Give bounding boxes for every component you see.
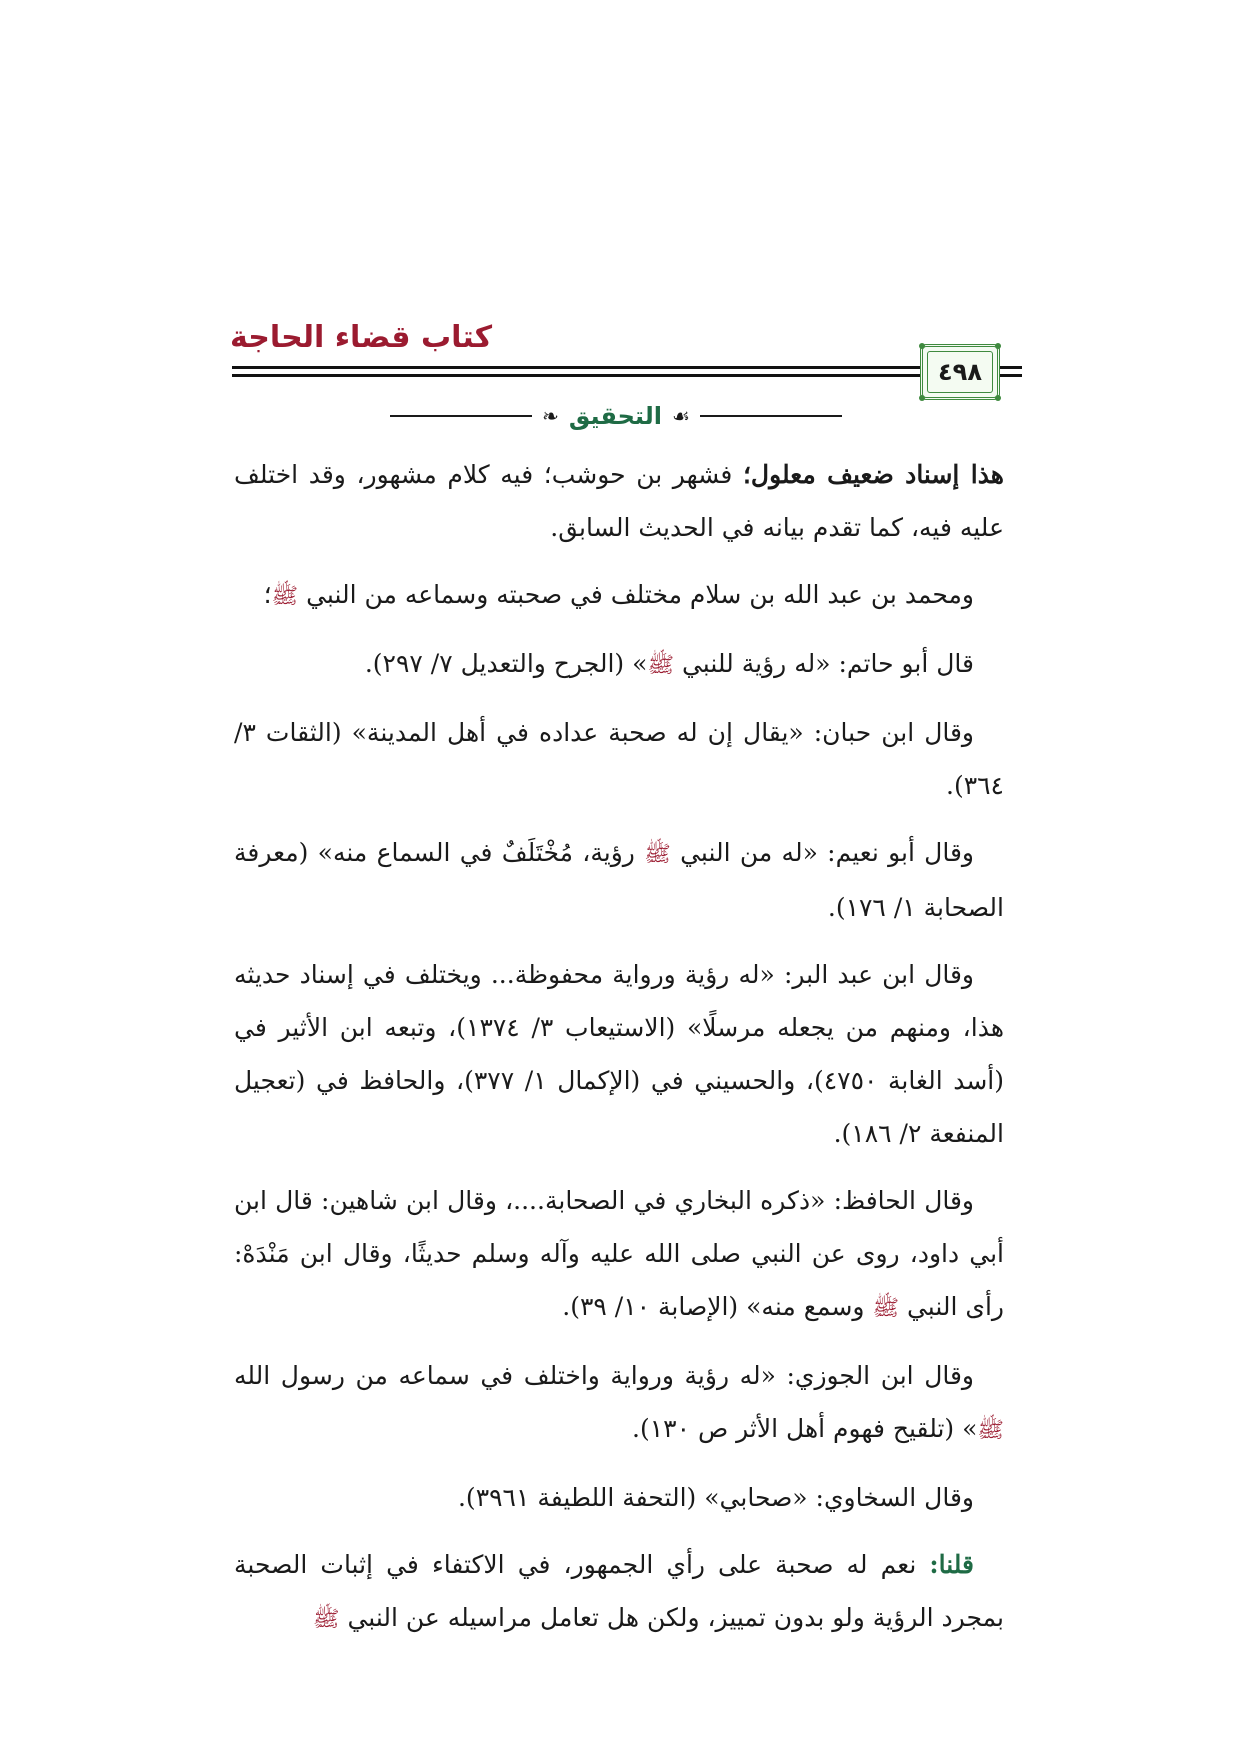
section-title: التحقيق xyxy=(568,402,662,430)
salutation-icon: ﷺ xyxy=(647,653,675,678)
paragraph xyxy=(234,826,1004,934)
page-number: ٤٩٨ xyxy=(938,358,982,386)
paragraph-text: رؤية، مُخْتَلَفٌ في السماع منه» (معرفة الصحابة ١/ ١٧٦). xyxy=(234,838,1004,922)
paragraph-text: » (تلقيح فهوم أهل الأثر ص ١٣٠). xyxy=(632,1414,978,1443)
paragraph-text: وقال ابن الجوزي: «له رؤية ورواية واختلف في سماعه من رسول الله xyxy=(234,1361,974,1390)
paragraph xyxy=(234,1174,1004,1335)
paragraph-text: وقال الحافظ: «ذكره البخاري في الصحابة....، وقال ابن شاهين: قال ابن أبي داود، روى عن النبي صلى الله عليه وآله وسلم حديثًا، وقال ابن مَنْدَهْ: رأى النبي xyxy=(234,1186,1004,1321)
salutation-icon: ﷺ xyxy=(312,1607,340,1632)
paragraph xyxy=(234,568,1004,623)
header-rule-top xyxy=(232,366,974,369)
paragraph-text: وقال أبو نعيم: «له من النبي xyxy=(680,838,974,867)
section-heading xyxy=(390,396,842,436)
page-number-frame xyxy=(920,344,1000,400)
paragraph-text: نعم له صحبة على رأي الجمهور، في الاكتفاء في إثبات الصحبة بمجرد الرؤية ولو بدون تمييز، ولكن هل تعامل مراسيله عن النبي xyxy=(234,1550,1004,1632)
paragraph xyxy=(234,706,1004,812)
ornament-right-icon: ☙ xyxy=(671,404,690,428)
paragraph-text: قال أبو حاتم: «له رؤية للنبي xyxy=(681,649,974,678)
paragraph-text: » (الجرح والتعديل ٧/ ٢٩٧). xyxy=(364,649,648,678)
book-title: كتاب قضاء الحاجة xyxy=(230,320,493,355)
salutation-icon: ﷺ xyxy=(644,842,671,867)
ornament-left-icon: ❧ xyxy=(542,404,559,428)
paragraph-text: وقال السخاوي: «صحابي» (التحفة اللطيفة ٣٩٦١). xyxy=(457,1483,974,1512)
header-rule-bottom xyxy=(232,374,974,377)
paragraph-lead: قلنا: xyxy=(929,1550,974,1579)
paragraph xyxy=(234,1471,1004,1524)
body-text xyxy=(234,448,1004,1660)
paragraph-lead: هذا إسناد ضعيف معلول؛ xyxy=(742,460,1004,489)
paragraph xyxy=(234,1349,1004,1457)
header-rule-right-top xyxy=(1000,366,1022,369)
section-line-left xyxy=(390,415,532,417)
paragraph xyxy=(234,948,1004,1160)
salutation-icon: ﷺ xyxy=(872,1296,900,1321)
paragraph-text: فشهر بن حوشب؛ فيه كلام مشهور، وقد اختلف عليه فيه، كما تقدم بيانه في الحديث السابق. xyxy=(234,460,1004,542)
paragraph-text: ومحمد بن عبد الله بن سلام مختلف في صحبته وسماعه من النبي xyxy=(306,580,974,609)
salutation-icon: ﷺ xyxy=(271,584,299,609)
paragraph-text: وقال ابن عبد البر: «له رؤية ورواية محفوظة... ويختلف في إسناد حديثه هذا، ومنهم من يجعله مرسلًا» (الاستيعاب ٣/ ١٣٧٤)، وتبعه ابن الأثير في (أسد الغابة ٤٧٥٠)، والحسيني في (الإكمال ١/ ٣٧٧)، والحافظ في (تعجيل المنفعة ٢/ ١٨٦). xyxy=(234,960,1005,1148)
salutation-icon: ﷺ xyxy=(977,1418,1004,1443)
paragraph xyxy=(234,637,1004,692)
header-rule-right-bottom xyxy=(1000,374,1022,377)
section-line-right xyxy=(700,415,842,417)
paragraph-text: ؛ xyxy=(263,580,272,609)
paragraph xyxy=(234,1538,1004,1646)
paragraph xyxy=(234,448,1004,554)
paragraph-text: وقال ابن حبان: «يقال إن له صحبة عداده في أهل المدينة» (الثقات ٣/ ٣٦٤). xyxy=(234,718,1004,800)
paragraph-text: وسمع منه» (الإصابة ١٠/ ٣٩). xyxy=(562,1292,873,1321)
